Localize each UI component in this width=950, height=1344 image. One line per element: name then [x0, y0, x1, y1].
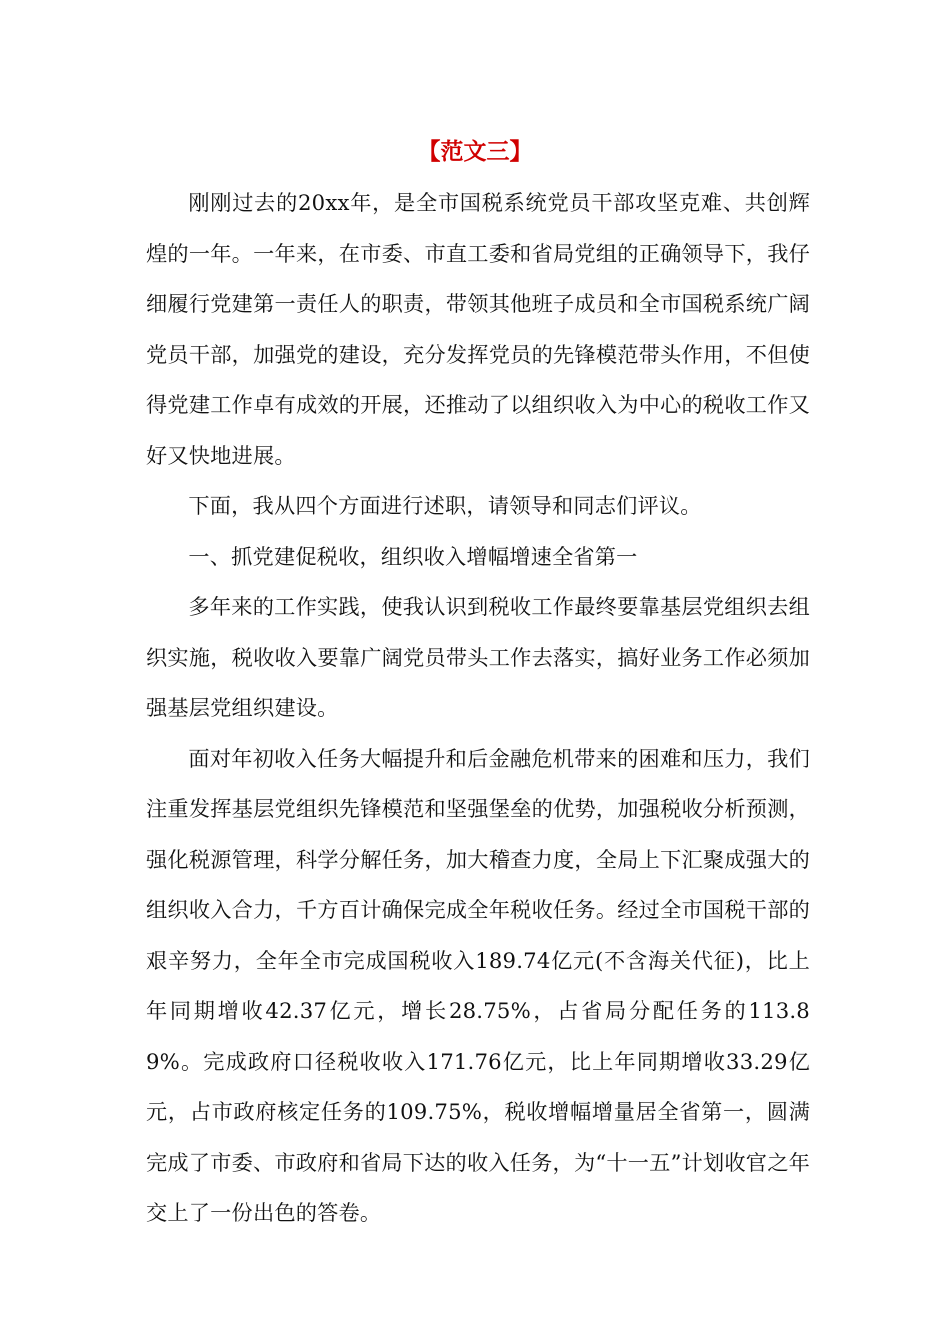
document-body — [146, 178, 810, 1239]
paragraph-results: 面对年初收入任务大幅提升和后金融危机带来的困难和压力，我们注重发挥基层党组织先锋模范和坚强堡垒的优势，加强税收分析预测，强化税源管理，科学分解任务，加大稽查力度，全局上下汇聚成强大的组织收入合力，千方百计确保完成全年税收任务。经过全市国税干部的艰辛努力，全年全市完成国税收入189.74亿元(不含海关代征)，比上年同期增收42.37亿元，增长28.75%，占省局分配任务的113.89%。完成政府口径税收收入171.76亿元，比上年同期增收33.29亿元，占市政府核定任务的109.75%，税收增幅增量居全省第一，圆满完成了市委、市政府和省局下达的收入任务，为“十一五”计划收官之年交上了一份出色的答卷。 — [146, 745, 810, 1225]
section-heading-1: 一、抓党建促税收，组织收入增幅增速全省第一 — [188, 543, 638, 569]
paragraph-intro: 刚刚过去的20xx年，是全市国税系统党员干部攻坚克难、共创辉煌的一年。一年来，在市委、市直工委和省局党组的正确领导下，我仔细履行党建第一责任人的职责，带领其他班子成员和全市国税系统广阔党员干部，加强党的建设，充分发挥党员的先锋模范带头作用，不但使得党建工作卓有成效的开展，还推动了以组织收入为中心的税收工作又好又快地进展。 — [146, 190, 810, 468]
paragraph-practice: 多年来的工作实践，使我认识到税收工作最终要靠基层党组织去组织实施，税收收入要靠广阔党员带头工作去落实，搞好业务工作必须加强基层党组织建设。 — [146, 594, 810, 720]
document-title: 【范文三】 — [417, 138, 533, 165]
paragraph-outline: 下面，我从四个方面进行述职，请领导和同志们评议。 — [188, 493, 702, 518]
